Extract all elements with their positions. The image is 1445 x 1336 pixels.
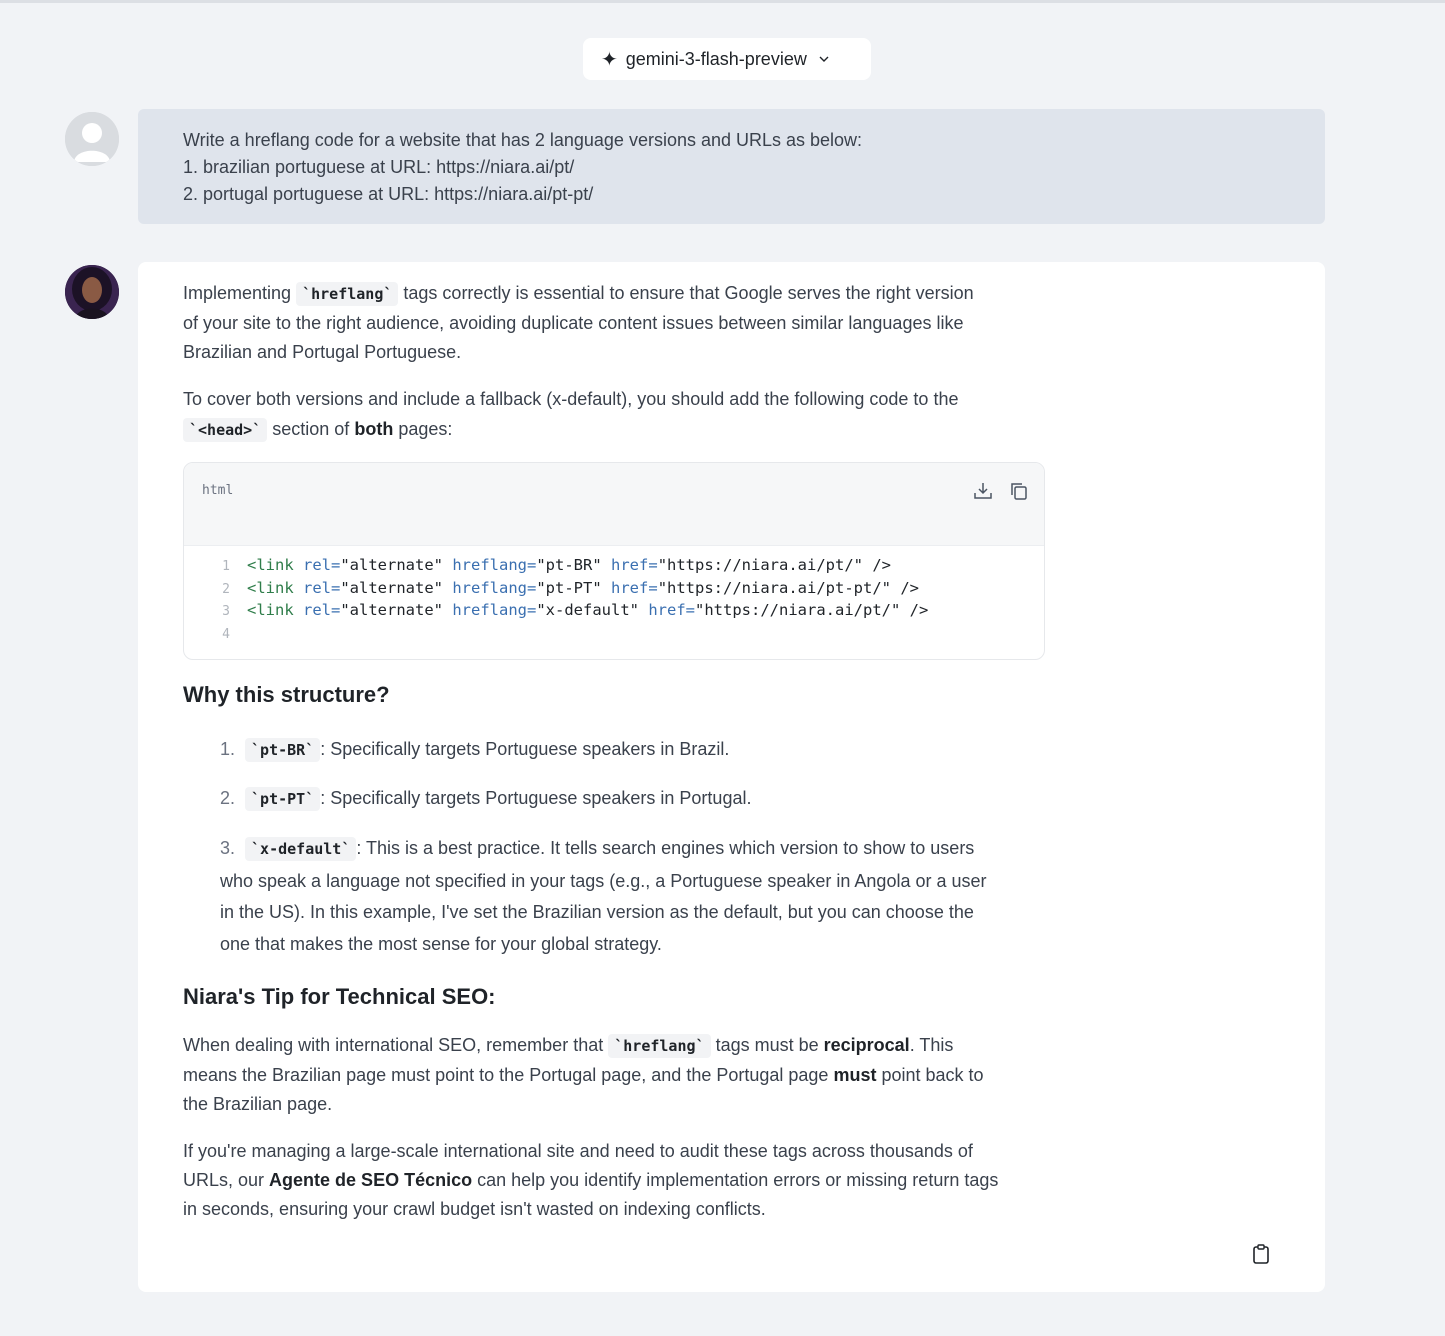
text: Implementing <box>183 283 292 303</box>
text: URLs, our <box>183 1170 265 1190</box>
text: tags correctly is essential to ensure that Google serves the right version <box>403 283 974 303</box>
code-line <box>184 622 1044 645</box>
code-token: "https://niara.ai/pt-pt/" <box>657 578 891 597</box>
chevron-down-icon <box>819 54 829 64</box>
model-selector[interactable] <box>583 38 871 80</box>
user-message <box>138 109 1325 224</box>
text: one that makes the most sense for your global strategy. <box>220 933 662 954</box>
inline-code: `hreflang` <box>608 1034 710 1058</box>
code-token: href= <box>611 556 658 574</box>
code-token: hreflang= <box>452 556 537 574</box>
list-item <box>220 833 1060 960</box>
code-line <box>184 599 1044 622</box>
line-number: 1 <box>222 559 230 574</box>
text: . This <box>909 1035 954 1055</box>
download-icon[interactable] <box>972 480 994 502</box>
text: If you're managing a large-scale international site and need to audit these tags across thousands of <box>183 1141 973 1161</box>
code-token: rel= <box>303 578 341 597</box>
text: Brazilian and Portugal Portuguese. <box>183 342 462 362</box>
text: pages: <box>398 419 453 439</box>
closing-paragraph <box>183 1137 1053 1224</box>
bold-text: Agente de SEO Técnico <box>269 1170 473 1190</box>
code-token: "pt-BR" <box>536 556 602 574</box>
sparkle-icon: ✦ <box>601 48 618 71</box>
text: point back to <box>881 1065 984 1085</box>
list-item <box>220 783 1060 816</box>
code-token: /> <box>872 556 892 574</box>
code-token: rel= <box>303 556 341 574</box>
code-token: <link <box>247 601 294 619</box>
code-token: hreflang= <box>452 601 537 619</box>
intro-paragraph <box>183 279 1053 367</box>
code-token: "pt-PT" <box>536 578 602 597</box>
user-message-line: Write a hreflang code for a website that has 2 language versions and URLs as below: <box>183 130 863 150</box>
instructions-paragraph <box>183 384 1053 445</box>
list-number: 1. <box>220 739 236 759</box>
code-line <box>184 554 1044 577</box>
user-avatar <box>65 112 119 166</box>
inline-code: `pt-BR` <box>245 738 320 762</box>
inline-code: `<head>` <box>183 418 267 442</box>
code-token: "x-default" <box>536 601 639 619</box>
text: the Brazilian page. <box>183 1094 333 1114</box>
code-token: "https://niara.ai/pt/" <box>695 601 901 619</box>
tip-paragraph <box>183 1031 1053 1119</box>
text: of your site to the right audience, avoiding duplicate content issues between similar languages like <box>183 313 964 333</box>
inline-code: `pt-PT` <box>245 787 320 811</box>
text: : Specifically targets Portuguese speakers in Brazil. <box>320 739 730 759</box>
code-token: /> <box>909 601 929 619</box>
code-token: "alternate" <box>340 578 443 597</box>
top-divider <box>0 0 1445 3</box>
code-token: "https://niara.ai/pt/" <box>657 556 863 574</box>
text: To cover both versions and include a fallback (x-default), you should add the following code to the <box>183 389 959 409</box>
code-token: <link <box>247 556 294 574</box>
code-language: html <box>202 483 234 498</box>
text: : This is a best practice. It tells search engines which version to show to users <box>356 838 975 858</box>
line-number: 4 <box>222 626 230 642</box>
bold-text: must <box>833 1065 877 1085</box>
code-line <box>184 577 1044 600</box>
code-body <box>184 546 1044 644</box>
section-heading: Niara's Tip for Technical SEO: <box>183 984 496 1009</box>
code-token: hreflang= <box>452 578 537 597</box>
code-token: rel= <box>303 601 341 619</box>
text: in seconds, ensuring your crawl budget isn't wasted on indexing conflicts. <box>183 1199 766 1219</box>
text: in the US). In this example, I've set the Brazilian version as the default, but you can choose the <box>220 902 974 922</box>
assistant-message <box>138 262 1325 1292</box>
code-token: href= <box>611 578 658 597</box>
section-heading: Why this structure? <box>183 682 390 707</box>
code-token: href= <box>648 601 696 619</box>
list-item <box>220 734 1060 767</box>
text: who speak a language not specified in your tags (e.g., a Portuguese speaker in Angola or a user <box>220 870 987 891</box>
user-message-line: 2. portugal portuguese at URL: https://niara.ai/pt-pt/ <box>183 184 594 204</box>
code-token: "alternate" <box>340 601 443 619</box>
clipboard-icon[interactable] <box>1252 1244 1270 1264</box>
text: means the Brazilian page must point to the Portugal page, and the Portugal page <box>183 1065 829 1085</box>
assistant-avatar <box>65 265 119 319</box>
copy-icon[interactable] <box>1008 480 1030 502</box>
code-token: /> <box>900 578 919 597</box>
text: can help you identify implementation errors or missing return tags <box>477 1170 999 1190</box>
inline-code: `hreflang` <box>296 282 398 306</box>
code-block-header <box>184 463 1044 546</box>
bold-text: both <box>354 419 394 439</box>
text: When dealing with international SEO, remember that <box>183 1035 604 1055</box>
model-name: gemini-3-flash-preview <box>625 48 807 69</box>
code-token: <link <box>247 578 294 597</box>
code-block <box>183 462 1045 660</box>
bold-text: reciprocal <box>823 1035 910 1055</box>
list-number: 2. <box>220 788 236 808</box>
line-number: 3 <box>222 604 230 619</box>
inline-code: `x-default` <box>245 837 356 861</box>
text: tags must be <box>715 1035 819 1055</box>
line-number: 2 <box>222 581 230 597</box>
user-message-line: 1. brazilian portuguese at URL: https://niara.ai/pt/ <box>183 157 575 177</box>
list-number: 3. <box>220 838 236 858</box>
text: : Specifically targets Portuguese speakers in Portugal. <box>320 788 752 808</box>
text: section of <box>272 419 350 439</box>
code-token: "alternate" <box>340 556 443 574</box>
